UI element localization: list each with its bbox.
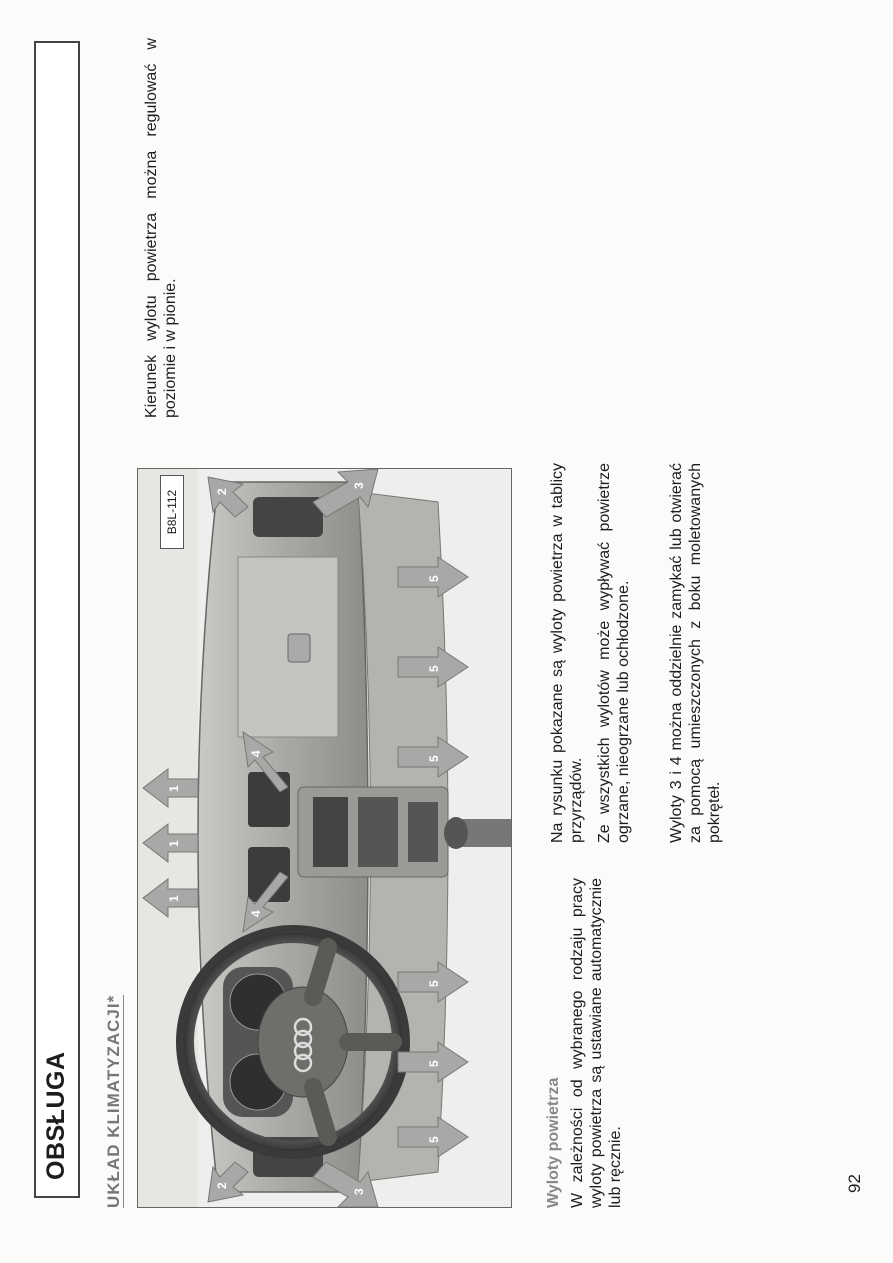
page-number: 92	[845, 1174, 864, 1193]
vent-label-5: 5	[427, 755, 441, 762]
figure-code: B8L-112	[160, 475, 184, 549]
vent-label-1: 1	[167, 840, 181, 847]
paragraph-air-types: Ze wszystkich wylotów może wypływać powietrze ogrzane, nieogrzane lub ochłodzone.	[596, 463, 632, 843]
vent-label-5: 5	[427, 1060, 441, 1067]
dashboard-illustration	[137, 468, 512, 1208]
vent-label-5: 5	[427, 1136, 441, 1143]
vent-label-2: 2	[215, 1182, 229, 1189]
vent-label-5: 5	[427, 665, 441, 672]
vent-label-5: 5	[427, 575, 441, 582]
vent-label-1: 1	[167, 895, 181, 902]
vent-label-5: 5	[427, 980, 441, 987]
paragraph-direction: Kierunek wylotu powietrza można regulować w poziomie i w pionie.	[143, 38, 179, 418]
vent-label-3: 3	[352, 1188, 366, 1195]
page-header-title: OBSŁUGA	[42, 1051, 70, 1180]
vent-label-2: 2	[215, 488, 229, 495]
section-title-text: UKŁAD KLIMATYZACJI*	[104, 994, 123, 1208]
paragraph-intro: W zależności od wybranego rodzaju pracy wyloty powietrza są ustawiane automatycznie lub ręcznie.	[569, 878, 624, 1208]
header-bar	[34, 41, 80, 1198]
paragraph-vent-closing: Wyloty 3 i 4 można oddzielnie zamykać lub otwierać za pomocą umieszczonych z boku moletowanych pokręteł.	[668, 463, 723, 843]
section-title	[104, 995, 124, 1208]
dashboard-drawing	[138, 468, 512, 1207]
paragraph-figure-note: Na rysunku pokazane są wyloty powietrza w tablicy przyrządów.	[549, 463, 585, 843]
vent-label-4: 4	[249, 910, 263, 917]
vent-label-3: 3	[352, 482, 366, 489]
paragraph-heading: Wyloty powietrza	[545, 1077, 562, 1208]
vent-label-4: 4	[249, 750, 263, 757]
vent-label-1: 1	[167, 785, 181, 792]
